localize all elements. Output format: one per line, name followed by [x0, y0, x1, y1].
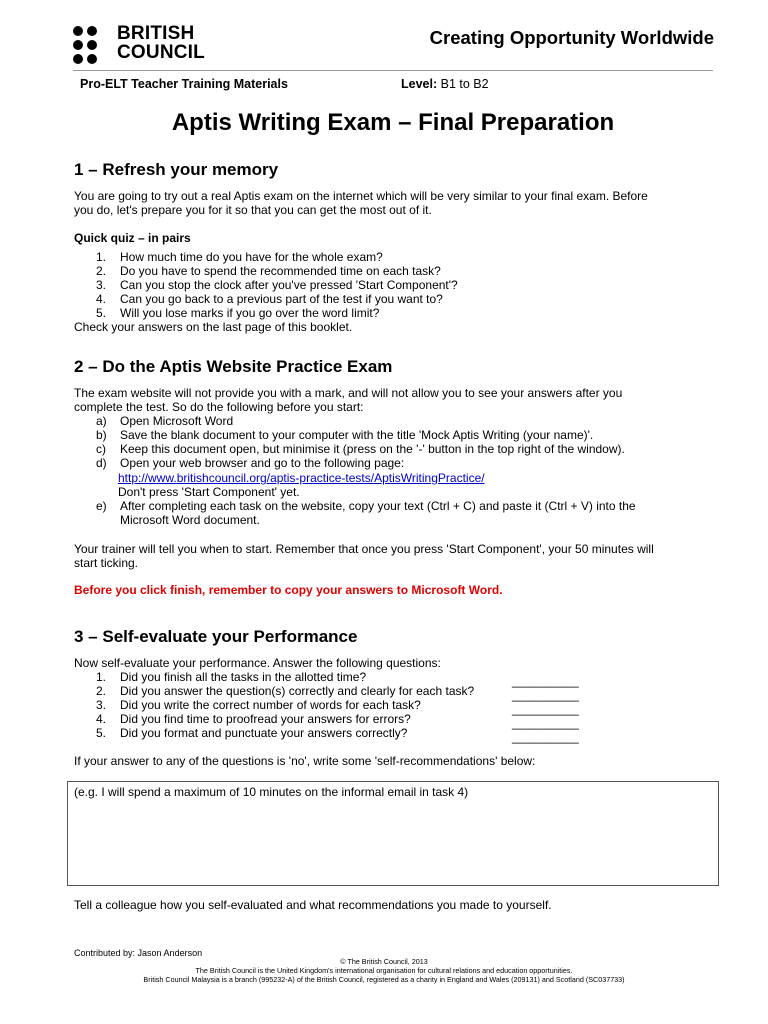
section2-intro-line1: The exam website will not provide you with a mark, and will not allow you to see your answers after you — [74, 386, 623, 400]
trainer-note: Your trainer will tell you when to start. Remember that once you press 'Start Component', your 50 minutes will start ticking. — [74, 542, 654, 570]
logo-text — [117, 24, 205, 62]
section3-intro: Now self-evaluate your performance. Answer the following questions: — [74, 656, 441, 670]
practice-test-link[interactable]: http://www.britishcouncil.org/aptis-practice-tests/AptisWritingPractice/ — [118, 471, 485, 485]
answer-blank-5[interactable]: __________ — [512, 730, 579, 744]
list-item: 4. Did you find time to proofread your answers for errors? — [96, 712, 411, 726]
list-item: 2. Do you have to spend the recommended time on each task? — [96, 264, 441, 278]
section2-intro-line2: complete the test. So do the following before you start: — [74, 400, 364, 414]
quiz-list — [96, 250, 458, 320]
steps-list — [96, 414, 625, 470]
check-answers: Check your answers on the last page of this booklet. — [74, 320, 353, 334]
tell-colleague: Tell a colleague how you self-evaluated and what recommendations you made to yourself. — [74, 898, 552, 912]
copyright: © The British Council, 2013 — [340, 957, 428, 966]
dont-press-note: Don't press 'Start Component' yet. — [118, 485, 300, 499]
level-info — [401, 77, 489, 91]
logo-line2: COUNCIL — [117, 42, 205, 63]
logo-dots-icon — [73, 26, 111, 64]
list-item: 2. Did you answer the question(s) correctly and clearly for each task? — [96, 684, 475, 698]
section1-intro-line2: you do, let's prepare you for it so that you can get the most out of it. — [74, 203, 432, 217]
list-item: 5. Will you lose marks if you go over the word limit? — [96, 306, 380, 320]
answer-blank-4[interactable]: __________ — [512, 716, 579, 730]
materials-label: Pro-ELT Teacher Training Materials — [80, 77, 288, 91]
section1-heading: 1 – Refresh your memory — [74, 160, 279, 179]
step-e: e) After completing each task on the website, copy your text (Ctrl + C) and paste it (Ctrl + V) into the Microsoft Word document. — [96, 499, 636, 527]
level-value: B1 to B2 — [440, 77, 489, 91]
quiz-label: Quick quiz – in pairs — [74, 231, 191, 245]
list-item: 1. Did you finish all the tasks in the allotted time? — [96, 670, 367, 684]
list-item: d) Open your web browser and go to the following page: — [96, 456, 405, 470]
contributed-by: Contributed by: Jason Anderson — [74, 948, 203, 958]
list-item: 5. Did you format and punctuate your answers correctly? — [96, 726, 408, 740]
tagline: Creating Opportunity Worldwide — [429, 27, 714, 48]
section1-intro-line1: You are going to try out a real Aptis exam on the internet which will be very similar to your final exam. Before — [74, 189, 648, 203]
list-item: 1. How much time do you have for the whole exam? — [96, 250, 383, 264]
self-eval-list — [96, 670, 474, 740]
answer-blank-1[interactable]: __________ — [512, 674, 579, 688]
list-item: 4. Can you go back to a previous part of the test if you want to? — [96, 292, 443, 306]
self-recommendations-box[interactable] — [67, 781, 719, 886]
list-item: a) Open Microsoft Word — [96, 414, 234, 428]
answer-blank-2[interactable]: __________ — [512, 688, 579, 702]
footer-line2: The British Council is the United Kingdom's international organisation for cultural relations and education opportunities. — [195, 966, 573, 975]
section3-heading: 3 – Self-evaluate your Performance — [74, 627, 358, 646]
british-council-logo — [73, 24, 233, 64]
level-label: Level: — [401, 77, 438, 91]
section2-heading: 2 – Do the Aptis Website Practice Exam — [74, 357, 393, 376]
footer-line3: British Council Malaysia is a branch (995232-A) of the British Council, registered as a charity in England and Wales (209131) and Scotland (SC037733) — [143, 975, 625, 984]
list-item: c) Keep this document open, but minimise it (press on the '-' button in the top right of the window). — [96, 442, 625, 456]
box-example-text: (e.g. I will spend a maximum of 10 minutes on the informal email in task 4) — [74, 785, 469, 799]
list-item: 3. Did you write the correct number of words for each task? — [96, 698, 421, 712]
logo-line1: BRITISH — [117, 23, 195, 44]
header-divider — [73, 70, 713, 71]
section2-intro — [74, 386, 714, 414]
list-item: b) Save the blank document to your computer with the title 'Mock Aptis Writing (your name)'. — [96, 428, 594, 442]
page-title: Aptis Writing Exam – Final Preparation — [171, 109, 615, 136]
list-item: 3. Can you stop the clock after you've pressed 'Start Component'? — [96, 278, 458, 292]
section1-intro — [74, 189, 714, 217]
if-no-instruction: If your answer to any of the questions is 'no', write some 'self-recommendations' below: — [74, 754, 536, 768]
warning-text: Before you click finish, remember to copy your answers to Microsoft Word. — [74, 583, 503, 597]
answer-blank-3[interactable]: __________ — [512, 702, 579, 716]
